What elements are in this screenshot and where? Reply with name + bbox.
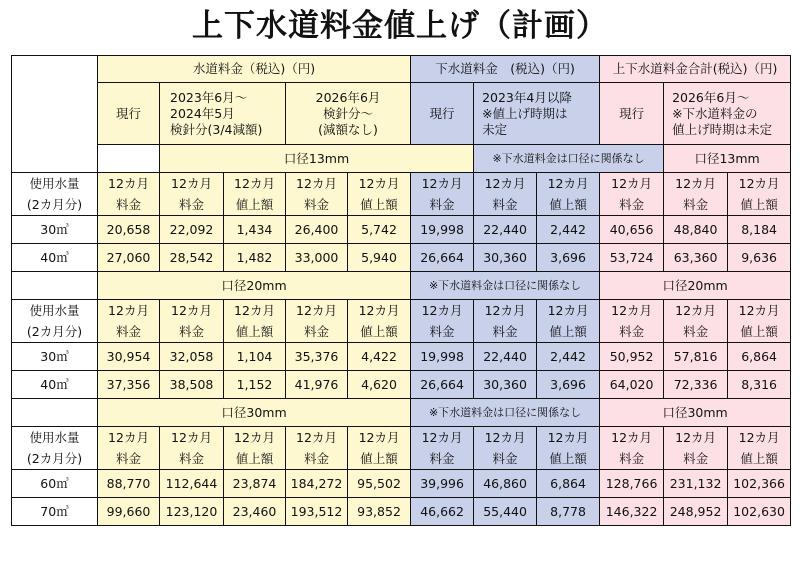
value-cell: 19,998 (411, 343, 474, 371)
column-label: 12カ月 (98, 173, 160, 195)
value-cell: 6,864 (537, 470, 600, 498)
value-cell: 72,336 (664, 371, 728, 399)
value-cell: 27,060 (98, 244, 160, 272)
page-title: 上下水道料金値上げ（計画） (192, 8, 608, 44)
usage-cell: 30㎥ (12, 216, 98, 244)
column-label-row (12, 427, 791, 449)
column-label: 12カ月 (728, 300, 791, 322)
sewer-group-header: 下水道料金 (税込)（円) (411, 56, 600, 83)
column-label: 料金 (474, 448, 537, 470)
blank-cell (12, 272, 98, 300)
column-label-row (12, 321, 791, 343)
column-label: 料金 (411, 321, 474, 343)
sewer-diameter-note: ※下水道料金は口径に関係なし (474, 145, 664, 173)
column-label: 料金 (98, 194, 160, 216)
value-cell: 3,696 (537, 244, 600, 272)
usage-label: 使用水量 (12, 427, 98, 449)
corner-cell (12, 56, 98, 173)
value-cell: 33,000 (286, 244, 348, 272)
table-row (12, 244, 791, 272)
value-cell: 9,636 (728, 244, 791, 272)
column-label: 料金 (600, 194, 664, 216)
value-cell: 38,508 (160, 371, 224, 399)
usage-cell: 70㎥ (12, 498, 98, 526)
table-row (12, 371, 791, 399)
value-cell: 57,816 (664, 343, 728, 371)
column-label: 料金 (600, 321, 664, 343)
value-cell: 4,422 (348, 343, 411, 371)
value-cell: 30,954 (98, 343, 160, 371)
column-label: 値上額 (537, 194, 600, 216)
column-label: 12カ月 (224, 300, 286, 322)
table-row (12, 498, 791, 526)
usage-label: (2カ月分) (12, 448, 98, 470)
column-label: 12カ月 (98, 427, 160, 449)
column-label: 値上額 (224, 194, 286, 216)
column-label: 12カ月 (286, 300, 348, 322)
value-cell: 64,020 (600, 371, 664, 399)
value-cell: 1,152 (224, 371, 286, 399)
value-cell: 95,502 (348, 470, 411, 498)
value-cell: 28,542 (160, 244, 224, 272)
column-label: 12カ月 (600, 173, 664, 195)
sewer-2023-header: 2023年4月以降 ※値上げ時期は 未定 (474, 83, 600, 145)
usage-cell: 40㎥ (12, 371, 98, 399)
value-cell: 112,644 (160, 470, 224, 498)
column-label: 料金 (474, 194, 537, 216)
column-label: 料金 (98, 321, 160, 343)
value-cell: 40,656 (600, 216, 664, 244)
column-label-row (12, 173, 791, 195)
water-diameter-label: 口径30mm (98, 399, 411, 427)
column-label: 値上額 (728, 321, 791, 343)
blank-cell (12, 399, 98, 427)
value-cell: 1,482 (224, 244, 286, 272)
column-label: 料金 (160, 448, 224, 470)
column-label: 料金 (98, 448, 160, 470)
column-label: 12カ月 (348, 300, 411, 322)
column-label: 料金 (474, 321, 537, 343)
value-cell: 248,952 (664, 498, 728, 526)
value-cell: 22,440 (474, 343, 537, 371)
column-label: 料金 (600, 448, 664, 470)
diameter-row (12, 272, 791, 300)
total-diameter-label: 口径13mm (664, 145, 791, 173)
column-label: 値上額 (224, 448, 286, 470)
usage-label: 使用水量 (12, 173, 98, 195)
rate-table (11, 55, 791, 526)
column-label: 12カ月 (474, 300, 537, 322)
table-row (12, 470, 791, 498)
column-label: 12カ月 (98, 300, 160, 322)
value-cell: 46,662 (411, 498, 474, 526)
value-cell: 8,184 (728, 216, 791, 244)
column-label: 12カ月 (537, 300, 600, 322)
column-label: 料金 (286, 448, 348, 470)
column-label: 12カ月 (224, 173, 286, 195)
column-label: 12カ月 (348, 427, 411, 449)
water-current-header: 現行 (98, 83, 160, 145)
sewer-diameter-note: ※下水道料金は口径に関係なし (411, 399, 600, 427)
column-label-row (12, 194, 791, 216)
value-cell: 48,840 (664, 216, 728, 244)
column-label: 12カ月 (664, 300, 728, 322)
value-cell: 46,860 (474, 470, 537, 498)
value-cell: 5,742 (348, 216, 411, 244)
value-cell: 20,658 (98, 216, 160, 244)
value-cell: 30,360 (474, 371, 537, 399)
column-label: 12カ月 (411, 427, 474, 449)
usage-cell: 30㎥ (12, 343, 98, 371)
column-label: 料金 (664, 448, 728, 470)
column-label: 12カ月 (286, 427, 348, 449)
value-cell: 193,512 (286, 498, 348, 526)
column-label: 12カ月 (600, 300, 664, 322)
column-label: 値上額 (348, 321, 411, 343)
usage-cell: 40㎥ (12, 244, 98, 272)
value-cell: 3,696 (537, 371, 600, 399)
column-label: 12カ月 (286, 173, 348, 195)
water-group-header: 水道料金（税込)（円) (98, 56, 411, 83)
column-label: 料金 (411, 194, 474, 216)
total-current-header: 現行 (600, 83, 664, 145)
column-label: 12カ月 (224, 427, 286, 449)
value-cell: 231,132 (664, 470, 728, 498)
value-cell: 128,766 (600, 470, 664, 498)
value-cell: 26,664 (411, 371, 474, 399)
column-label: 値上額 (224, 321, 286, 343)
column-label: 料金 (286, 194, 348, 216)
column-label: 12カ月 (411, 300, 474, 322)
value-cell: 1,104 (224, 343, 286, 371)
column-label: 12カ月 (474, 427, 537, 449)
water-diameter-label: 口径20mm (98, 272, 411, 300)
column-label: 12カ月 (160, 427, 224, 449)
water-2023-header: 2023年6月～ 2024年5月 検針分(3/4減額) (160, 83, 286, 145)
value-cell: 123,120 (160, 498, 224, 526)
value-cell: 99,660 (98, 498, 160, 526)
value-cell: 32,058 (160, 343, 224, 371)
value-cell: 41,976 (286, 371, 348, 399)
usage-label: (2カ月分) (12, 321, 98, 343)
water-diameter-label: 口径13mm (160, 145, 474, 173)
column-label: 12カ月 (728, 427, 791, 449)
usage-label: 使用水量 (12, 300, 98, 322)
blank-cell (98, 145, 160, 173)
value-cell: 8,316 (728, 371, 791, 399)
table-row (12, 343, 791, 371)
total-group-header: 上下水道料金合計(税込)（円) (600, 56, 791, 83)
column-label: 12カ月 (664, 427, 728, 449)
value-cell: 102,366 (728, 470, 791, 498)
value-cell: 184,272 (286, 470, 348, 498)
value-cell: 55,440 (474, 498, 537, 526)
value-cell: 4,620 (348, 371, 411, 399)
value-cell: 6,864 (728, 343, 791, 371)
value-cell: 102,630 (728, 498, 791, 526)
column-label: 料金 (160, 194, 224, 216)
value-cell: 35,376 (286, 343, 348, 371)
column-label: 12カ月 (664, 173, 728, 195)
value-cell: 93,852 (348, 498, 411, 526)
column-label: 12カ月 (411, 173, 474, 195)
column-label: 値上額 (728, 448, 791, 470)
value-cell: 88,770 (98, 470, 160, 498)
value-cell: 30,360 (474, 244, 537, 272)
column-label: 12カ月 (474, 173, 537, 195)
column-label: 12カ月 (160, 173, 224, 195)
value-cell: 146,322 (600, 498, 664, 526)
value-cell: 19,998 (411, 216, 474, 244)
column-label: 料金 (286, 321, 348, 343)
sewer-current-header: 現行 (411, 83, 474, 145)
total-diameter-label: 口径20mm (600, 272, 791, 300)
column-label: 12カ月 (537, 427, 600, 449)
value-cell: 1,434 (224, 216, 286, 244)
column-label: 値上額 (537, 321, 600, 343)
column-label-row (12, 300, 791, 322)
value-cell: 26,400 (286, 216, 348, 244)
value-cell: 8,778 (537, 498, 600, 526)
column-label: 12カ月 (728, 173, 791, 195)
value-cell: 50,952 (600, 343, 664, 371)
usage-cell: 60㎥ (12, 470, 98, 498)
column-label: 12カ月 (600, 427, 664, 449)
sewer-diameter-note: ※下水道料金は口径に関係なし (411, 272, 600, 300)
diameter-row (12, 399, 791, 427)
value-cell: 53,724 (600, 244, 664, 272)
value-cell: 23,460 (224, 498, 286, 526)
value-cell: 2,442 (537, 216, 600, 244)
column-label: 値上額 (728, 194, 791, 216)
column-label: 料金 (411, 448, 474, 470)
value-cell: 22,092 (160, 216, 224, 244)
column-label: 料金 (160, 321, 224, 343)
column-label: 12カ月 (537, 173, 600, 195)
column-label: 12カ月 (348, 173, 411, 195)
column-label: 料金 (664, 321, 728, 343)
column-label-row (12, 448, 791, 470)
value-cell: 2,442 (537, 343, 600, 371)
value-cell: 5,940 (348, 244, 411, 272)
column-label: 値上額 (348, 448, 411, 470)
value-cell: 26,664 (411, 244, 474, 272)
value-cell: 63,360 (664, 244, 728, 272)
value-cell: 22,440 (474, 216, 537, 244)
total-diameter-label: 口径30mm (600, 399, 791, 427)
value-cell: 37,356 (98, 371, 160, 399)
value-cell: 23,874 (224, 470, 286, 498)
water-2026-header: 2026年6月 検針分～ (減額なし) (286, 83, 411, 145)
usage-label: (2カ月分) (12, 194, 98, 216)
value-cell: 39,996 (411, 470, 474, 498)
table-row (12, 216, 791, 244)
diameter-row (12, 145, 791, 173)
column-label: 12カ月 (160, 300, 224, 322)
column-label: 値上額 (537, 448, 600, 470)
column-label: 料金 (664, 194, 728, 216)
total-2026-header: 2026年6月～ ※下水道料金の 値上げ時期は未定 (664, 83, 791, 145)
column-label: 値上額 (348, 194, 411, 216)
